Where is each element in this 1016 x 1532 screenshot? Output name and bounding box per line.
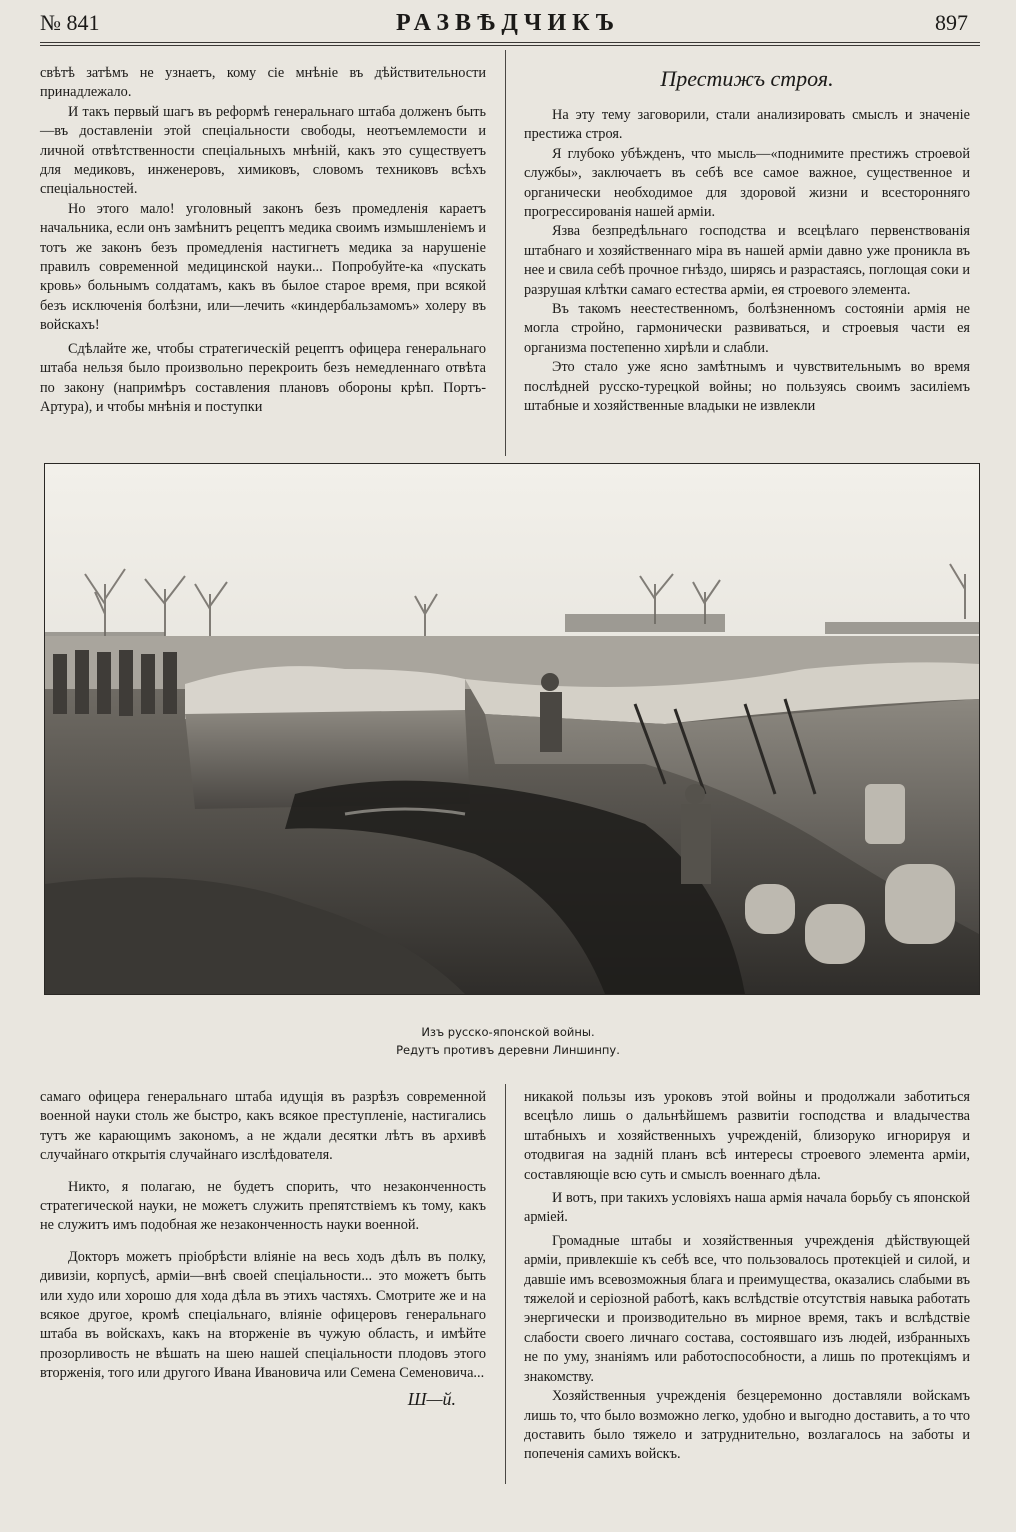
column-divider-bottom (505, 1084, 506, 1484)
column-divider-top (505, 50, 506, 456)
photograph-redoubt (44, 463, 980, 995)
author-signature: Ш—й. (407, 1388, 456, 1409)
paragraph: Хозяйственныя учрежденія безцеремонно доставляли войскамъ лишь то, что было возможно легко, удобно и выгодно доставить, а то что доставить было тяжело и затруднительно, возлагалось на заботы и попеченія самихъ войскъ. (524, 1388, 970, 1463)
column-top-right (524, 106, 970, 417)
paragraph: Язва безпредѣльнаго господства и всецѣлаго первенствованія штабнаго и хозяйственнаго міра въ нашей арміи давно уже проникла въ нее и свила себѣ прочное гнѣздо, ширясь и разрастаясь, поглощая соки и разрушая клѣтки самаго естества арміи, ея строевого элемента. (524, 223, 970, 298)
paragraph: Я глубоко убѣжденъ, что мысль—«поднимите престижъ строевой службы», заключаетъ въ себѣ все самое важное, существенное и органически необходимое для здоровой жизни и всесторонняго прогрессированія нашей арміи. (524, 145, 970, 221)
photo-caption-line1: Изъ русско-японской войны. (421, 1025, 595, 1039)
article-title: Престижъ строя. (660, 66, 834, 91)
column-bottom-right (524, 1088, 970, 1465)
paragraph: самаго офицера генеральнаго штаба идущія въ разрѣзъ современной военной науки столь же быстро, какъ всякое преступленіе, настигались тутъ же карающимъ закономъ, а не ждали десятки лѣтъ въ архивѣ случайнаго открытія случайнаго изслѣдователя. (40, 1089, 486, 1164)
photo-caption-line2: Редутъ противъ деревни Линшинпу. (396, 1043, 620, 1057)
paragraph: Докторъ можетъ пріобрѣсти вліяніе на весь ходъ дѣлъ въ полку, дивизіи, корпусѣ, арміи—внѣ своей спеціальности... это можетъ быть или худо или хорошо для хода дѣла въ этихъ частяхъ. Смотрите же и на всякое другое, кромѣ спеціальнаго, вліяніе офицеровъ генеральнаго штаба въ войскахъ, какъ на вторженіе въ чужую область, и имѣйте прозорливость не вѣшать на шею нашей спеціальности плодовъ этого вторженія, того или другого Ивана Ивановича или Семена Семеновича... (40, 1248, 486, 1382)
paragraph: Это стало уже ясно замѣтнымъ и чувствительнымъ во время послѣдней русско-турецкой войны; но пользуясь своимъ засиліемъ штабные и хозяйственные владыки не извлекли (524, 359, 970, 415)
header-rule (40, 42, 980, 46)
paragraph: И такъ первый шагъ въ реформѣ генеральнаго штаба долженъ быть—въ доставленіи этой спеціальности свободы, неотъемлемости и личной отвѣтственности спеціальныхъ мнѣній, какъ это существуетъ для медиковъ, инженеровъ, химиковъ, словомъ техниковъ всѣхъ спеціальностей. (40, 103, 486, 198)
paragraph: И вотъ, при такихъ условіяхъ наша армія начала борьбу съ японской арміей. (524, 1190, 970, 1226)
masthead-title: РАЗВѢДЧИКЪ (396, 10, 620, 36)
column-bottom-left (40, 1088, 486, 1409)
issue-number: № 841 (40, 10, 100, 35)
paragraph: Никто, я полагаю, не будетъ спорить, что незаконченность стратегической науки, не можетъ служить препятствіемъ къ тому, какъ не служитъ имъ подобная же незаконченность науки военной. (40, 1178, 486, 1234)
paragraph: Сдѣлайте же, чтобы стратегическій рецептъ офицера генеральнаго штаба нельзя было произвольно перекроить безъ немедленнаго отвѣта по закону (напримѣръ составления плановъ обороны крѣп. Портъ-Артура), и чтобы мнѣнія и поступки (40, 340, 486, 415)
paragraph: На эту тему заговорили, стали анализировать смыслъ и значеніе престижа строя. (524, 107, 970, 143)
paragraph: никакой пользы изъ уроковъ этой войны и продолжали заботиться всецѣло лишь о дальнѣйшемъ развитіи господства и владычества штабныхъ и хозяйственныхъ учрежденій, близоруко игнорируя и отодвигая на задній планъ всѣ интересы строевого элемента арміи, составляющіе всю суть и смыслъ военнаго дѣла. (524, 1089, 970, 1183)
redoubt-photo-image (45, 464, 979, 994)
column-top-left (40, 64, 486, 417)
paragraph: свѣтѣ затѣмъ не узнаетъ, кому сіе мнѣніе въ дѣйствительности принадлежало. (40, 65, 486, 101)
page-number: 897 (935, 10, 968, 35)
paragraph: Въ такомъ неестественномъ, болѣзненномъ состояніи армія не могла стройно, гармонически развиваться, и строевыя части ея организма постепенно хирѣли и слабли. (524, 301, 970, 356)
paragraph: Но этого мало! уголовный законъ безъ промедленія караетъ начальника, если онъ замѣнитъ рецептъ медика своимъ измышленіемъ и тотъ же законъ безъ промедленія настигнетъ медика за нарушеніе правилъ современной медицинской науки... Попробуйте-ка «пускать кровь» больнымъ солдатамъ, какъ въ былое старое время, при всякой безъ исключенія болѣзни, или—лечить «киндербальзамомъ» холеру въ войскахъ! (40, 200, 486, 334)
paragraph: Громадные штабы и хозяйственныя учрежденія дѣйствующей арміи, привлекшіе къ себѣ все, что пользовалось протекціей и силой, и давшіе имъ всевозможныя блага и преимущества, оказались слабыми въ тяжелой и серіозной работѣ, какъ вслѣдствіе отсутствія навыка работать энергически и производительно въ мирное время, такъ и вслѣдствіе слабости своего личнаго состава, состоявшаго изъ людей, избранныхъ не по уму, знаніямъ или работоспособности, а лишь по протекціямъ и знакомству. (524, 1232, 970, 1385)
